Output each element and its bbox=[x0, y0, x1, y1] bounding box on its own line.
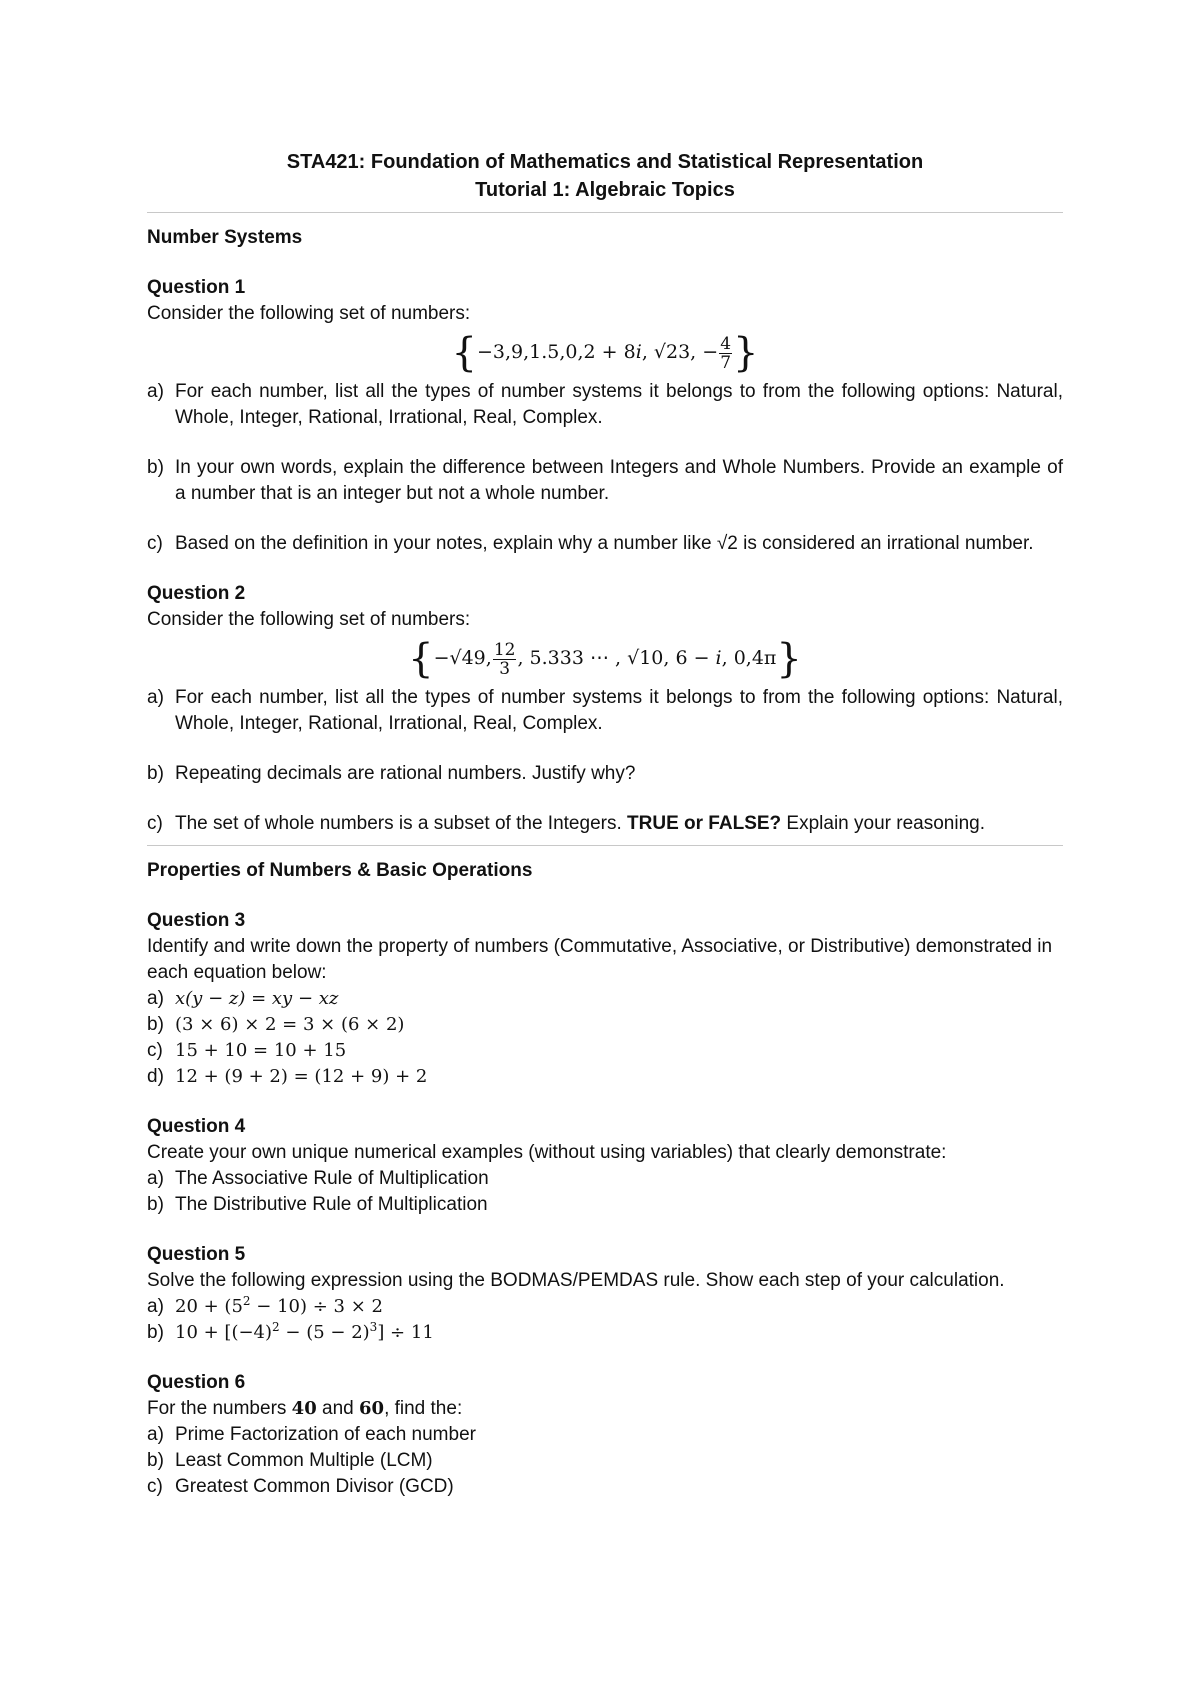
question-3-intro: Identify and write down the property of numbers (Commutative, Associative, or Distributive) demonstrated in each equation below: bbox=[147, 936, 1053, 983]
question-2-set: {−√49, $\frac{12}{3}$ , 5.333 ⋯ , √10, 6 − i, 0,4π} bbox=[408, 636, 802, 682]
question-3-part-a: a) x(y − z) = xy − xz bbox=[147, 988, 339, 1009]
question-6-part-a: a) Prime Factorization of each number bbox=[147, 1424, 476, 1445]
question-6-part-b: b) Least Common Multiple (LCM) bbox=[147, 1450, 433, 1471]
question-4-intro: Create your own unique numerical examples (without using variables) that clearly demonstrate: bbox=[147, 1142, 947, 1163]
question-5-part-b: b) $10 + [(-4)^2 - (5 - 2)^3] \div 11$ bbox=[147, 1320, 434, 1343]
question-5-part-a: a) $20 + (5^2 - 10) \div 3 \times 2$ bbox=[147, 1294, 383, 1317]
question-4-heading: Question 4 bbox=[147, 1116, 246, 1137]
section-title-number-systems: Number Systems bbox=[147, 227, 303, 248]
question-1-part-b: b) In your own words, explain the difference between Integers and Whole Numbers. Provide an example of a number that is an integer but not a whole number. bbox=[147, 457, 1063, 504]
question-1-heading: Question 1 bbox=[147, 277, 246, 298]
question-3-part-d: d) 12 + (9 + 2) = (12 + 9) + 2 bbox=[147, 1066, 428, 1087]
document-subtitle: Tutorial 1: Algebraic Topics bbox=[475, 179, 735, 201]
question-1-part-a: a) For each number, list all the types of number systems it belongs to from the following options: Natural, Whole, Integer, Rational, Irrational, Real, Complex. bbox=[147, 381, 1063, 428]
question-6-intro: For the numbers 40 and 60, find the: bbox=[147, 1398, 463, 1419]
question-1-intro: Consider the following set of numbers: bbox=[147, 303, 471, 324]
question-6-part-c: c) Greatest Common Divisor (GCD) bbox=[147, 1476, 454, 1497]
question-3-part-b: b) (3 × 6) × 2 = 3 × (6 × 2) bbox=[147, 1014, 405, 1035]
document-title: STA421: Foundation of Mathematics and Statistical Representation bbox=[286, 151, 924, 173]
question-2-heading: Question 2 bbox=[147, 583, 246, 604]
divider bbox=[147, 845, 1063, 846]
divider bbox=[147, 212, 1063, 213]
question-4-part-b: b) The Distributive Rule of Multiplication bbox=[147, 1194, 488, 1215]
question-2-part-c: c) The set of whole numbers is a subset of the Integers. TRUE or FALSE? Explain your reasoning. bbox=[147, 813, 985, 834]
question-5-intro: Solve the following expression using the BODMAS/PEMDAS rule. Show each step of your calculation. bbox=[147, 1270, 1005, 1291]
question-5-heading: Question 5 bbox=[147, 1244, 246, 1265]
question-6-heading: Question 6 bbox=[147, 1372, 246, 1393]
question-1-part-c: c) Based on the definition in your notes, explain why a number like √2 is considered an irrational number. bbox=[147, 533, 1034, 554]
question-2-part-a: a) For each number, list all the types of number systems it belongs to from the following options: Natural, Whole, Integer, Rational, Irrational, Real, Complex. bbox=[147, 687, 1063, 734]
document-page bbox=[147, 148, 1063, 1500]
question-2-part-b: b) Repeating decimals are rational numbers. Justify why? bbox=[147, 763, 636, 784]
question-4-part-a: a) The Associative Rule of Multiplication bbox=[147, 1168, 489, 1189]
question-3-heading: Question 3 bbox=[147, 910, 246, 931]
question-3-part-c: c) 15 + 10 = 10 + 15 bbox=[147, 1040, 347, 1061]
section-title-properties: Properties of Numbers & Basic Operations bbox=[147, 860, 533, 881]
question-2-intro: Consider the following set of numbers: bbox=[147, 609, 471, 630]
question-1-set: {−3,9,1.5,0,2 + 8i, √23, − $\frac{4}{7}$ } bbox=[451, 330, 759, 376]
